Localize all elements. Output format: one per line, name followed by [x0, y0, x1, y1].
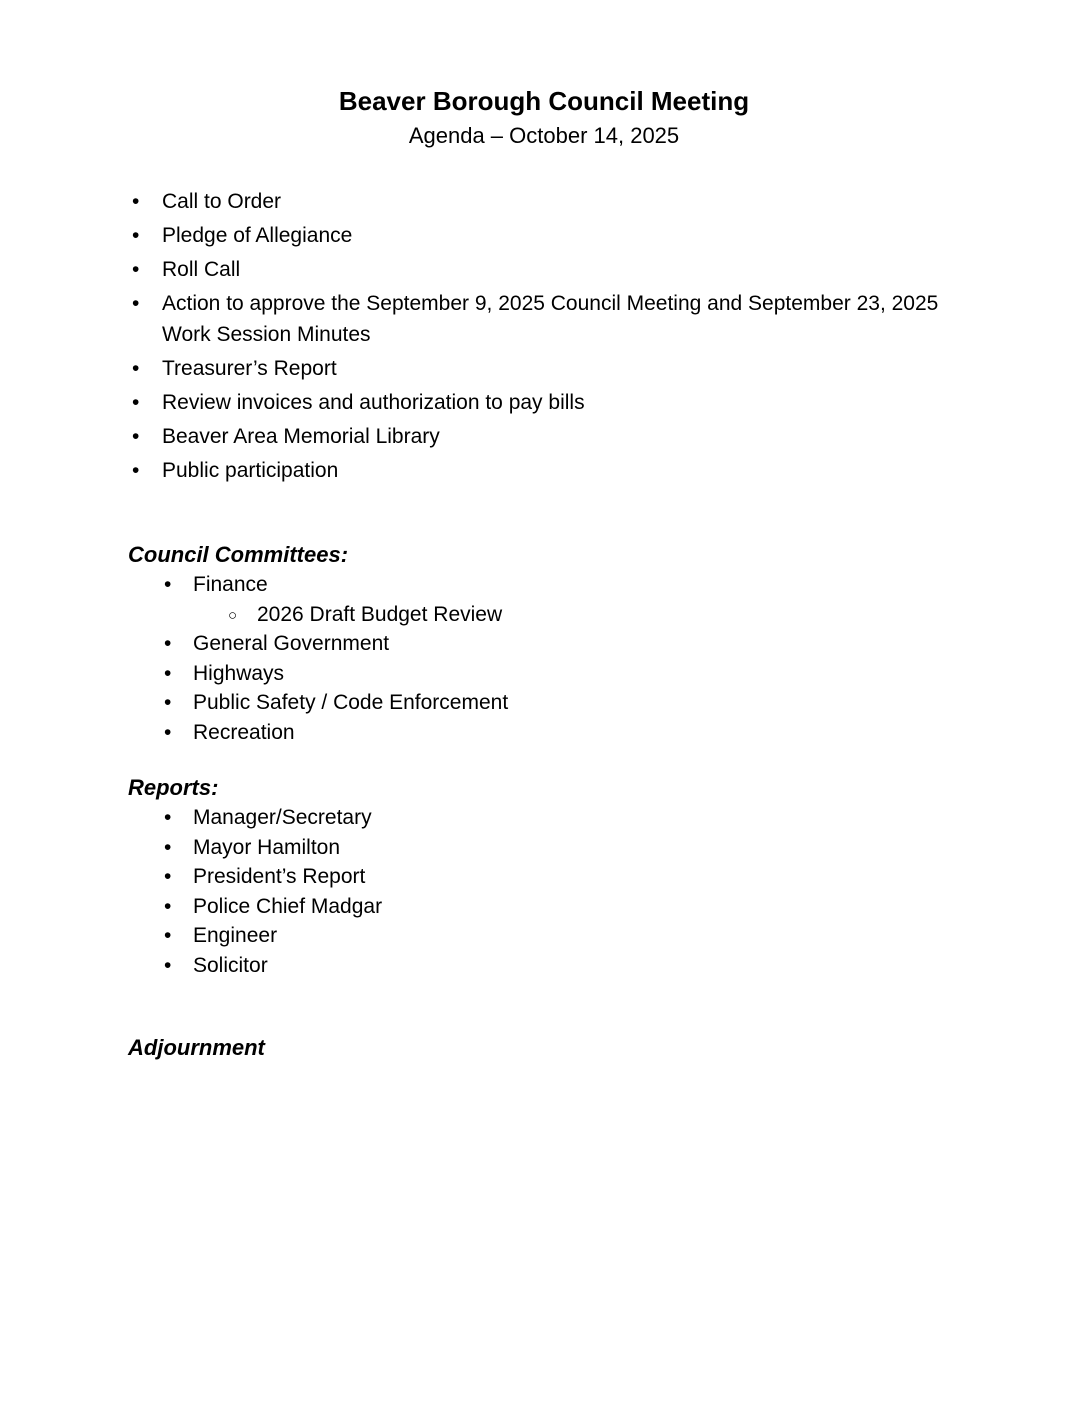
committee-item: • Highways [128, 659, 960, 689]
agenda-item: • Call to Order [128, 186, 960, 217]
council-committees-list [128, 570, 960, 600]
page-subtitle: Agenda – October 14, 2025 [408, 123, 680, 148]
page-title: Beaver Borough Council Meeting [338, 86, 750, 116]
agenda-item: • Treasurer’s Report [128, 353, 960, 384]
committee-item: • General Government [128, 629, 960, 659]
committee-item: • Public Safety / Code Enforcement [128, 688, 960, 718]
report-item: • Manager/Secretary [128, 803, 960, 833]
report-item: • Solicitor [128, 951, 960, 981]
agenda-item: • Roll Call [128, 254, 960, 285]
finance-sub-list [128, 600, 960, 630]
committee-item: • Finance [128, 570, 960, 600]
main-agenda-list [128, 186, 960, 486]
report-item: • Engineer [128, 921, 960, 951]
committee-item: • Recreation [128, 718, 960, 748]
agenda-item: • Review invoices and authorization to pay bills [128, 387, 960, 418]
finance-sub-item: ○ 2026 Draft Budget Review [128, 600, 960, 630]
reports-heading: Reports: [128, 775, 219, 800]
reports-list [128, 803, 960, 980]
agenda-item: • Beaver Area Memorial Library [128, 421, 960, 452]
council-committees-heading: Council Committees: [128, 542, 349, 567]
report-item: • Mayor Hamilton [128, 833, 960, 863]
agenda-item: • Pledge of Allegiance [128, 220, 960, 251]
report-item: • Police Chief Madgar [128, 892, 960, 922]
adjournment-heading: Adjournment [128, 1035, 265, 1060]
agenda-item: • Action to approve the September 9, 2025 Council Meeting and September 23, 2025 Work Session Minutes [128, 288, 960, 350]
agenda-item: • Public participation [128, 455, 960, 486]
council-committees-list-continued [128, 629, 960, 747]
report-item: • President’s Report [128, 862, 960, 892]
